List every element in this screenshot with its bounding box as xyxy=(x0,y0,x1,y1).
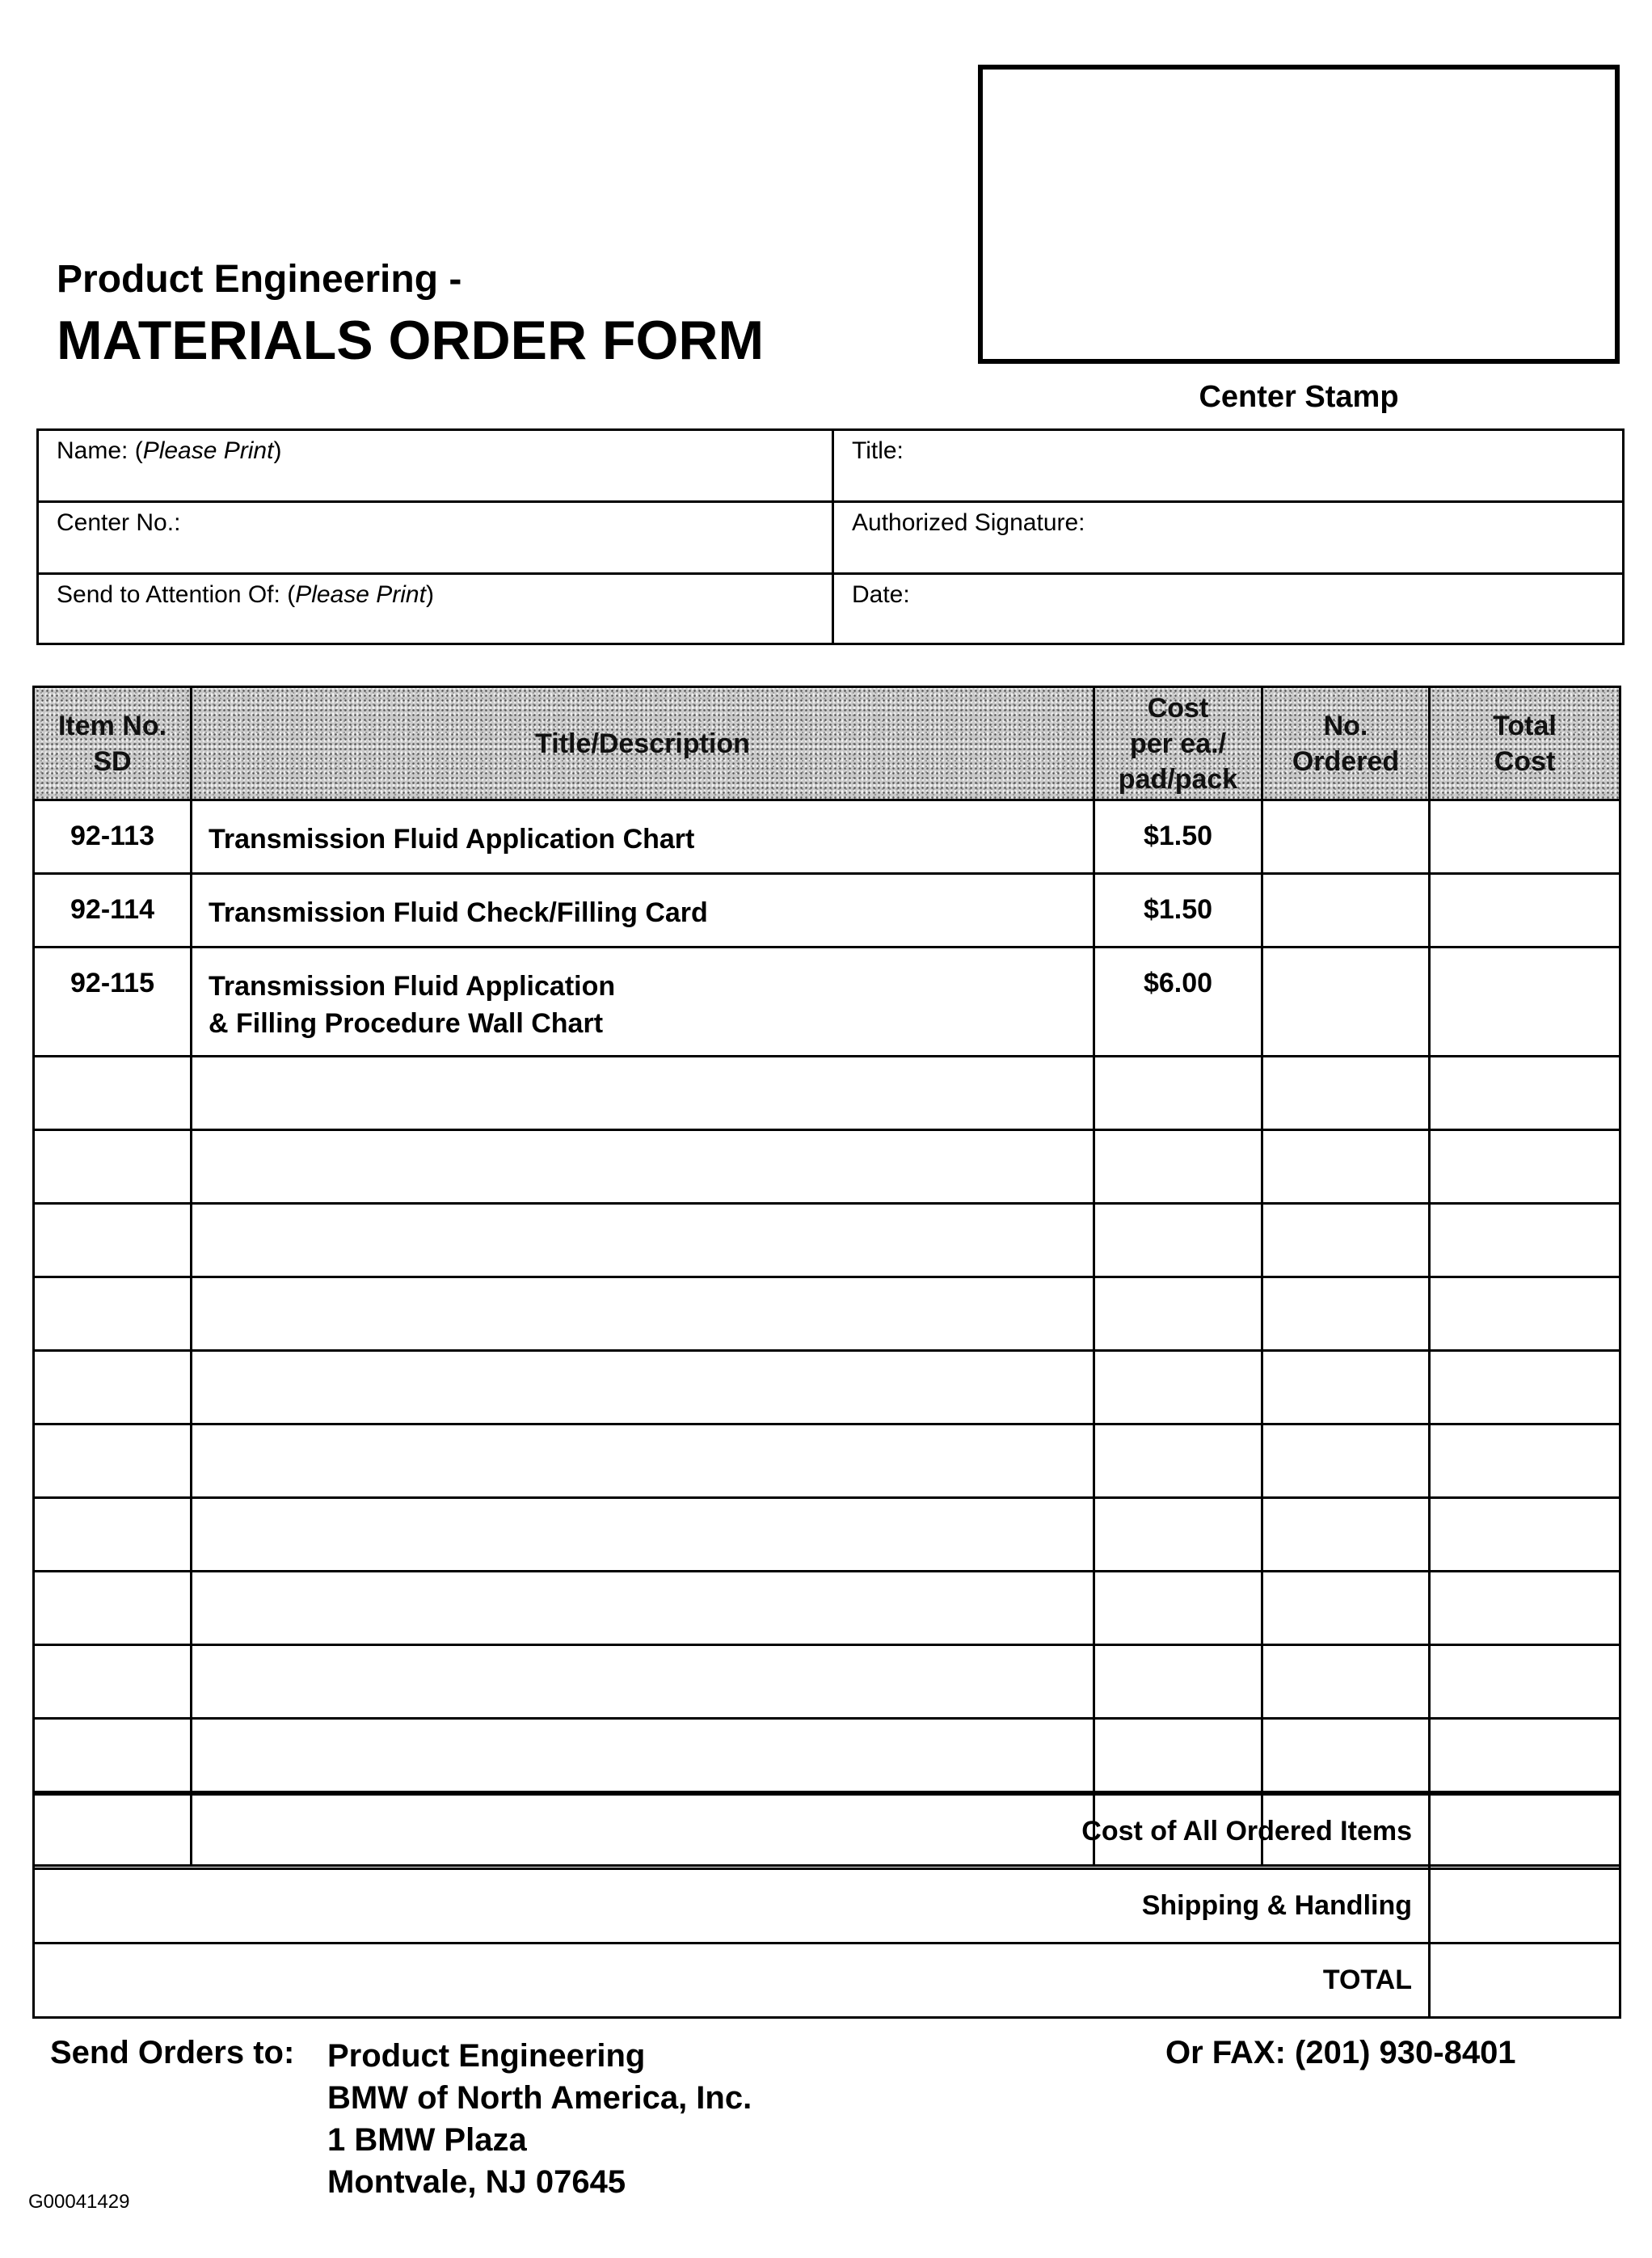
item-cost: $1.50 xyxy=(1094,800,1262,874)
empty-row xyxy=(34,1351,1620,1424)
item-description-line1: Transmission Fluid Application xyxy=(209,971,616,1002)
totals-row xyxy=(34,1869,1620,1944)
empty-cell[interactable] xyxy=(34,1424,192,1498)
empty-cell[interactable] xyxy=(1262,1424,1430,1498)
col-total-line2: Cost xyxy=(1494,745,1556,777)
total-label: TOTAL xyxy=(34,1944,1430,2018)
totals-row xyxy=(34,1944,1620,2018)
empty-row xyxy=(34,1498,1620,1572)
empty-cell[interactable] xyxy=(192,1204,1094,1277)
item-total-cell[interactable] xyxy=(1430,948,1620,1057)
empty-cell[interactable] xyxy=(1430,1645,1620,1719)
item-description-line2: & Filling Procedure Wall Chart xyxy=(209,1008,604,1039)
col-ordered-line1: No. xyxy=(1323,710,1368,741)
empty-cell[interactable] xyxy=(34,1645,192,1719)
col-item-number xyxy=(34,687,192,800)
requester-info-grid xyxy=(36,428,1625,645)
empty-cell[interactable] xyxy=(1430,1351,1620,1424)
empty-cell[interactable] xyxy=(34,1130,192,1204)
date-field[interactable] xyxy=(834,575,1625,645)
empty-cell[interactable] xyxy=(192,1498,1094,1572)
authorized-signature-label: Authorized Signature: xyxy=(852,509,1085,536)
empty-cell[interactable] xyxy=(192,1572,1094,1645)
title-label: Title: xyxy=(852,437,904,464)
empty-cell[interactable] xyxy=(1430,1277,1620,1351)
empty-cell[interactable] xyxy=(1094,1645,1262,1719)
empty-cell[interactable] xyxy=(1262,1719,1430,1792)
attention-hint: Please Print xyxy=(295,581,426,608)
empty-cell[interactable] xyxy=(1262,1645,1430,1719)
empty-cell[interactable] xyxy=(1094,1057,1262,1130)
empty-cell[interactable] xyxy=(192,1424,1094,1498)
form-subtitle: Product Engineering - xyxy=(57,258,462,301)
document-id: G00041429 xyxy=(28,2191,130,2213)
empty-cell[interactable] xyxy=(192,1645,1094,1719)
item-cost: $6.00 xyxy=(1094,948,1262,1057)
empty-cell[interactable] xyxy=(34,1572,192,1645)
table-header-row xyxy=(34,687,1620,800)
cost-of-all-items-label: Cost of All Ordered Items xyxy=(34,1795,1430,1869)
empty-cell[interactable] xyxy=(192,1057,1094,1130)
table-row xyxy=(34,874,1620,948)
col-ordered xyxy=(1262,687,1430,800)
col-ordered-line2: Ordered xyxy=(1292,745,1400,777)
empty-cell[interactable] xyxy=(1262,1351,1430,1424)
empty-cell[interactable] xyxy=(192,1130,1094,1204)
center-stamp-box xyxy=(978,65,1620,364)
item-description xyxy=(192,948,1094,1057)
col-total xyxy=(1430,687,1620,800)
address-line: Product Engineering xyxy=(327,2038,646,2074)
form-title: MATERIALS ORDER FORM xyxy=(57,310,765,371)
totals-row xyxy=(34,1795,1620,1869)
col-cost-line3: pad/pack xyxy=(1118,763,1238,795)
empty-row xyxy=(34,1204,1620,1277)
empty-row xyxy=(34,1645,1620,1719)
item-ordered-cell[interactable] xyxy=(1262,948,1430,1057)
empty-cell[interactable] xyxy=(1094,1277,1262,1351)
empty-cell[interactable] xyxy=(1094,1204,1262,1277)
col-total-line1: Total xyxy=(1493,710,1557,741)
empty-cell[interactable] xyxy=(34,1057,192,1130)
empty-cell[interactable] xyxy=(1262,1130,1430,1204)
name-hint: Please Print xyxy=(142,437,274,464)
col-description xyxy=(192,687,1094,800)
items-table xyxy=(32,686,1621,1867)
center-stamp-label: Center Stamp xyxy=(1199,380,1399,414)
empty-cell[interactable] xyxy=(1430,1057,1620,1130)
empty-cell[interactable] xyxy=(1094,1498,1262,1572)
empty-cell[interactable] xyxy=(1430,1424,1620,1498)
address-line: Montvale, NJ 07645 xyxy=(327,2164,626,2200)
item-number: 92-113 xyxy=(34,800,192,874)
empty-cell[interactable] xyxy=(34,1498,192,1572)
table-row xyxy=(34,800,1620,874)
empty-cell[interactable] xyxy=(1094,1572,1262,1645)
col-cost-line2: per ea./ xyxy=(1129,728,1227,759)
item-ordered-cell[interactable] xyxy=(1262,874,1430,948)
col-item-line1: Item No. xyxy=(57,710,167,741)
item-description-line1: Transmission Fluid Check/Filling Card xyxy=(209,897,708,928)
empty-cell[interactable] xyxy=(1430,1498,1620,1572)
empty-cell[interactable] xyxy=(1262,1498,1430,1572)
table-row xyxy=(34,948,1620,1057)
cost-of-all-items-value[interactable] xyxy=(1430,1795,1620,1869)
item-total-cell[interactable] xyxy=(1430,874,1620,948)
empty-cell[interactable] xyxy=(1262,1572,1430,1645)
center-number-label: Center No.: xyxy=(57,509,181,536)
name-field[interactable] xyxy=(39,431,834,503)
empty-cell[interactable] xyxy=(1430,1719,1620,1792)
empty-cell[interactable] xyxy=(192,1351,1094,1424)
empty-cell[interactable] xyxy=(1430,1204,1620,1277)
empty-row xyxy=(34,1130,1620,1204)
col-desc-label: Title/Description xyxy=(535,728,750,759)
col-item-line2: SD xyxy=(93,745,132,777)
empty-row xyxy=(34,1424,1620,1498)
attention-label: Send to Attention Of: ( xyxy=(57,581,296,608)
mailing-address xyxy=(327,2035,752,2203)
address-line: BMW of North America, Inc. xyxy=(327,2080,752,2116)
empty-row xyxy=(34,1277,1620,1351)
empty-cell[interactable] xyxy=(1094,1130,1262,1204)
authorized-signature-field[interactable] xyxy=(834,503,1625,575)
col-cost-line1: Cost xyxy=(1147,692,1209,724)
item-number: 92-115 xyxy=(34,948,192,1057)
empty-cell[interactable] xyxy=(1430,1130,1620,1204)
empty-cell[interactable] xyxy=(1262,1057,1430,1130)
center-number-field[interactable] xyxy=(39,503,834,575)
fax-number: Or FAX: (201) 930-8401 xyxy=(1165,2035,1516,2070)
empty-cell[interactable] xyxy=(1094,1351,1262,1424)
empty-cell[interactable] xyxy=(1094,1719,1262,1792)
shipping-handling-label: Shipping & Handling xyxy=(34,1869,1430,1944)
item-description xyxy=(192,874,1094,948)
empty-cell[interactable] xyxy=(34,1719,192,1792)
empty-cell[interactable] xyxy=(1262,1277,1430,1351)
date-label: Date: xyxy=(852,581,910,608)
attention-label-close: ) xyxy=(425,581,434,608)
empty-row xyxy=(34,1057,1620,1130)
item-number: 92-114 xyxy=(34,874,192,948)
name-label: Name: ( xyxy=(57,437,143,464)
item-cost: $1.50 xyxy=(1094,874,1262,948)
col-cost xyxy=(1094,687,1262,800)
empty-cell[interactable] xyxy=(192,1719,1094,1792)
title-field[interactable] xyxy=(834,431,1625,503)
address-line: 1 BMW Plaza xyxy=(327,2122,527,2158)
item-ordered-cell[interactable] xyxy=(1262,800,1430,874)
item-description xyxy=(192,800,1094,874)
empty-cell[interactable] xyxy=(1430,1572,1620,1645)
empty-row xyxy=(34,1719,1620,1792)
name-label-close: ) xyxy=(273,437,282,464)
empty-cell[interactable] xyxy=(1262,1204,1430,1277)
item-description-line1: Transmission Fluid Application Chart xyxy=(209,824,695,855)
empty-cell[interactable] xyxy=(34,1204,192,1277)
empty-cell[interactable] xyxy=(192,1277,1094,1351)
total-value[interactable] xyxy=(1430,1944,1620,2018)
empty-cell[interactable] xyxy=(34,1351,192,1424)
empty-cell[interactable] xyxy=(1094,1424,1262,1498)
totals-table xyxy=(32,1793,1621,2019)
shipping-handling-value[interactable] xyxy=(1430,1869,1620,1944)
item-total-cell[interactable] xyxy=(1430,800,1620,874)
empty-cell[interactable] xyxy=(34,1277,192,1351)
send-orders-label: Send Orders to: xyxy=(50,2035,295,2070)
empty-row xyxy=(34,1572,1620,1645)
attention-field[interactable] xyxy=(39,575,834,645)
